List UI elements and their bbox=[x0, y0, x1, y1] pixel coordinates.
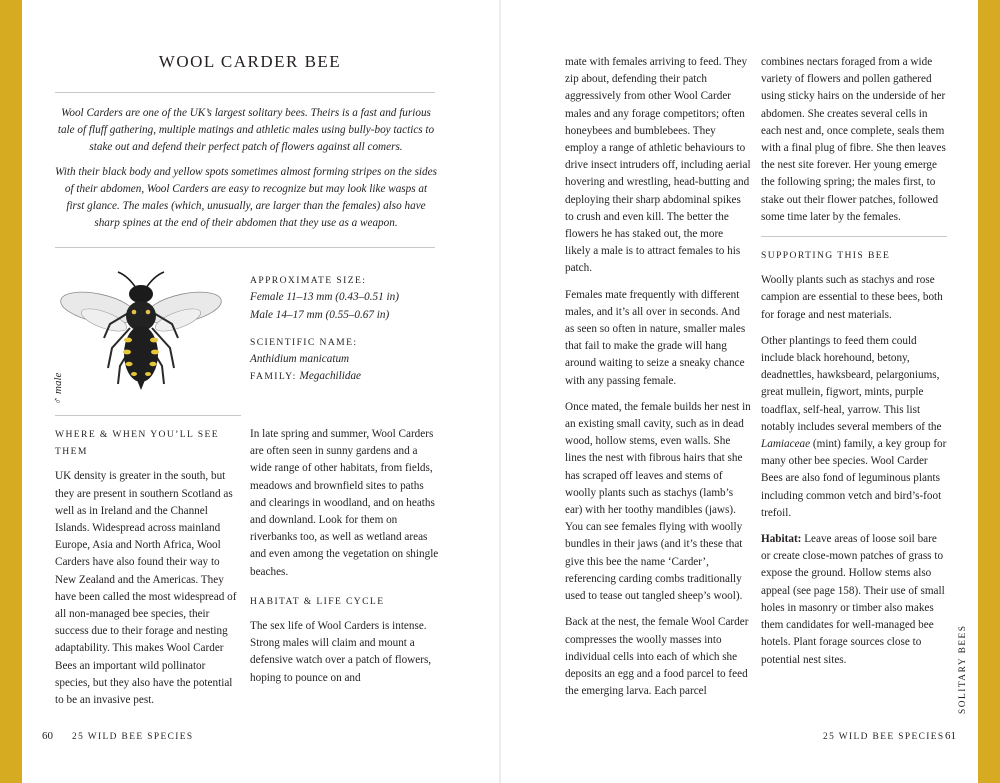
left-gold-edge bbox=[0, 0, 22, 783]
right-column-2 bbox=[761, 54, 947, 669]
habitat-tip-paragraph: Habitat: Leave areas of loose soil bare or create close-mown patches of grass to expose the ground. Hollow stems also appeal (see page 158). Their use of small holes in masonry or timber also makes them candidates for well-managed bee hotels. Plant forage sources close to potential nest sites. bbox=[761, 533, 945, 666]
page-title: WOOL CARDER BEE bbox=[158, 52, 342, 71]
life-cycle-text: The sex life of Wool Carders is intense. Strong males will claim and mount a defensive watch over a patch of flowers, hoping to pounce on and bbox=[250, 620, 432, 684]
page-gutter bbox=[499, 0, 501, 783]
right-column-1 bbox=[565, 54, 751, 700]
habitat-column bbox=[250, 426, 440, 687]
nesting-paragraph: Once mated, the female builds her nest in an existing small cavity, such as in dead wood, hollow stems, even walls. She lines the nest with fibrous hairs that she has scraped off leaves and stems of woolly plants such as stachys (lamb’s ear) with her toothy mandibles (jaws). You can see females flying with woolly bundles in their jaws (and it’s these that give this bee the name ‘Carder’, referencing carding combs traditionally used to tease out tangled sheep’s wool). bbox=[565, 400, 751, 603]
wool-carder-bee-image bbox=[58, 268, 224, 396]
species-facts bbox=[250, 272, 450, 386]
plantings-paragraph: Other plantings to feed them could include black horehound, betony, deadnettles, hawksbeard, pelargoniums, great mullein, figwort, mints, purple toadflax, self-heal, yarrow. This list notably includes several members of the Lamiaceae (mint) family, a key group for many other bee species. Wool Carder Bees are also fond of leguminous plants including common vetch and bird’s-foot trefoil. bbox=[761, 334, 947, 519]
females-paragraph: Females mate frequently with different males, and it’s all over in seconds. And as seen so often in nature, smaller males that fail to make the grade will hang around waiting to seize a sneaky chance with any passing female. bbox=[565, 288, 746, 387]
left-running-footer: 25 WILD BEE SPECIES bbox=[72, 732, 194, 742]
woolly-plants-paragraph: Woolly plants such as stachys and rose campion are essential to these bees, both for forage and nest materials. bbox=[761, 274, 943, 321]
supporting-divider bbox=[761, 236, 947, 237]
family-value: Megachilidae bbox=[299, 370, 362, 383]
female-size: Female 11–13 mm (0.43–0.51 in) bbox=[250, 291, 399, 304]
scientific-name: Anthidium manicatum bbox=[250, 353, 350, 366]
where-when-heading: WHERE & WHEN YOU’LL SEE THEM bbox=[55, 429, 220, 458]
habitat-intro: In late spring and summer, Wool Carders are often seen in sunny gardens and a wide range of other habitats, from fields, meadows and brownfield sites to paths and clearings in woodland, and on heaths and downland. Look for them on riverbanks too, as well as wetland areas and even among the vegetation on shingle beaches. bbox=[250, 428, 439, 578]
family-line bbox=[250, 368, 450, 385]
right-running-footer: 25 WILD BEE SPECIES bbox=[823, 732, 945, 742]
family-label: FAMILY: bbox=[250, 371, 297, 383]
right-gold-edge bbox=[978, 0, 1000, 783]
intro-text bbox=[55, 105, 437, 232]
where-when-text: UK density is greater in the south, but they are present in southern Scotland as well as in Ireland and the Channel Islands. Widespread across mainland Europe, Asia and North Africa, Wool Carders have also found their way to New Zealand and the Americas. They have been called the most widespread of all non-managed bee species, their success due to their forage and nesting adaptability. This makes Wool Carder Bees an important wild pollinator species, but they also have the potential to be an invasive pest. bbox=[55, 470, 237, 707]
intro-divider bbox=[55, 247, 435, 248]
section-side-tab: SOLITARY BEES bbox=[958, 624, 968, 714]
intro-paragraph-2: With their black body and yellow spots sometimes almost forming stripes on the sides of their abdomen, Wool Carders are easy to recognize but may look like wasps at first glance. The males (which, unusually, are larger than the females) also have sharp spines at the end of their abdomen that they use as a weapon. bbox=[55, 165, 437, 230]
male-size: Male 14–17 mm (0.55–0.67 in) bbox=[250, 308, 390, 321]
lamiaceae-term: Lamiaceae bbox=[761, 438, 811, 451]
bee-illustration bbox=[58, 268, 224, 396]
scientific-name-heading: SCIENTIFIC NAME: bbox=[250, 336, 358, 348]
mating-paragraph: mate with females arriving to feed. They zip about, defending their patch aggressively from other Wool Carder males and any forage competitors; often honeybees and bumblebees. They employ a range of athletic behaviours to drive insect intruders off, including aerial hovering and wrestling, head-butting and deploying their sharp abdominal spikes to crush and even kill. The better the flowers he has staked out, the more likely a male is to attract females to his patch. bbox=[565, 56, 751, 275]
nectar-paragraph: combines nectars foraged from a wide variety of flowers and pollen gathered using sticky hairs on the underside of her abdomen. She creates several cells in each nest and, once complete, seals them with a final plug of fibre. She then leaves the nest site forever. Her young emerge the following spring; the males first, to stake out their flower patches, followed some time later by the females. bbox=[761, 56, 946, 223]
male-label: ♂ male bbox=[52, 372, 64, 405]
right-page-number: 61 bbox=[945, 730, 956, 742]
intro-paragraph-1: Wool Carders are one of the UK’s largest solitary bees. Theirs is a fast and furious tale of fluff gathering, multiple matings and athletic males using bully-boy tactics to stake out and defend their perfect patch of flowers against all comers. bbox=[57, 107, 435, 154]
habitat-life-cycle-heading: HABITAT & LIFE CYCLE bbox=[250, 595, 385, 607]
size-heading: APPROXIMATE SIZE: bbox=[250, 275, 367, 286]
col1-divider bbox=[55, 415, 241, 416]
left-page-number: 60 bbox=[42, 730, 53, 742]
habitat-tip-label: Habitat: bbox=[761, 533, 802, 546]
title-divider bbox=[55, 92, 435, 93]
supporting-heading: SUPPORTING THIS BEE bbox=[761, 250, 891, 262]
cells-paragraph: Back at the nest, the female Wool Carder compresses the woolly masses into individual cells into each of which she deposits an egg and a food parcel to feed the emerging larva. Each parcel bbox=[565, 616, 749, 698]
where-when-column bbox=[55, 426, 239, 709]
